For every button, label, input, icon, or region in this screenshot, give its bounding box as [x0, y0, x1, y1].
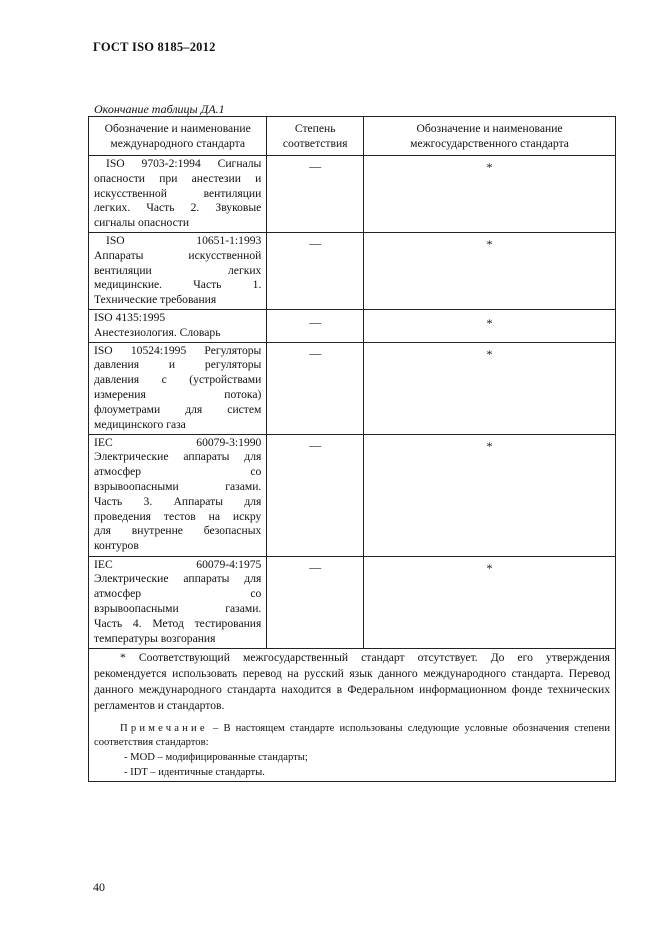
degree-cell: —: [267, 434, 364, 556]
footnote-cell: [89, 648, 616, 781]
degree-cell: —: [267, 342, 364, 434]
interstate-standard-cell: *: [364, 156, 616, 233]
international-standard-cell: ISO 9703-2:1994 Сигналы опасности при анестезии и искусственной вентиляции легких. Часть 2. Звуковые сигналы опасности: [89, 156, 267, 233]
table-header-row: [89, 117, 616, 156]
international-standard-cell: IEC 60079-4:1975 Электрические аппараты для атмосфер со взрывоопасными газами. Часть 4. Метод тестирования температуры возгорания: [89, 556, 267, 648]
interstate-standard-cell: *: [364, 434, 616, 556]
table-row: [89, 556, 616, 648]
international-standard-cell: ISO 10524:1995 Регуляторы давления и регуляторы давления с (устройствами измерения потока) флоуметрами для систем медицинского газа: [89, 342, 267, 434]
interstate-standard-cell: *: [364, 310, 616, 343]
table-caption: Окончание таблицы ДА.1: [94, 102, 225, 116]
page-number: 40: [93, 880, 105, 894]
standards-table: [88, 116, 616, 782]
note-label: Примечание: [120, 722, 208, 734]
header-international-standard: Обозначение и наименование международного стандарта: [89, 117, 267, 156]
header-interstate-standard: Обозначение и наименование межгосударственного стандарта: [364, 117, 616, 156]
international-standard-cell: ISO 4135:1995 Анестезиология. Словарь: [89, 310, 267, 343]
table-row: [89, 156, 616, 233]
note-item-idt: - IDT – идентичные стандарты.: [124, 766, 265, 778]
table-row: [89, 434, 616, 556]
table-row: [89, 233, 616, 310]
table-footnote-row: [89, 648, 616, 781]
note-text: – В настоящем стандарте использованы следующие условные обозначения степени соответствия стандартов:: [94, 722, 610, 748]
international-standard-cell: ISO 10651-1:1993 Аппараты искусственной вентиляции легких медицинские. Часть 1. Технические требования: [89, 233, 267, 310]
note-paragraph: [94, 722, 610, 750]
interstate-standard-cell: *: [364, 233, 616, 310]
header-degree: Степень соответствия: [267, 117, 364, 156]
degree-cell: —: [267, 556, 364, 648]
degree-cell: —: [267, 310, 364, 343]
table-row: [89, 310, 616, 343]
degree-cell: —: [267, 233, 364, 310]
degree-cell: —: [267, 156, 364, 233]
international-standard-cell: IEC 60079-3:1990 Электрические аппараты для атмосфер со взрывоопасными газами. Часть 3. Аппараты для проведения тестов на искру для внутренне безопасных контуров: [89, 434, 267, 556]
footnote-text: * Соответствующий межгосударственный стандарт отсутствует. До его утверждения рекомендуется использовать перевод на русский язык данного международного стандарта. Перевод данного международного стандарта находится в Федеральном информационном фонде технических регламентов и стандартов.: [94, 650, 610, 712]
document-header: ГОСТ ISO 8185–2012: [93, 40, 216, 54]
note-item-mod: - MOD – модифицированные стандарты;: [124, 751, 308, 763]
table-row: [89, 342, 616, 434]
interstate-standard-cell: *: [364, 556, 616, 648]
interstate-standard-cell: *: [364, 342, 616, 434]
